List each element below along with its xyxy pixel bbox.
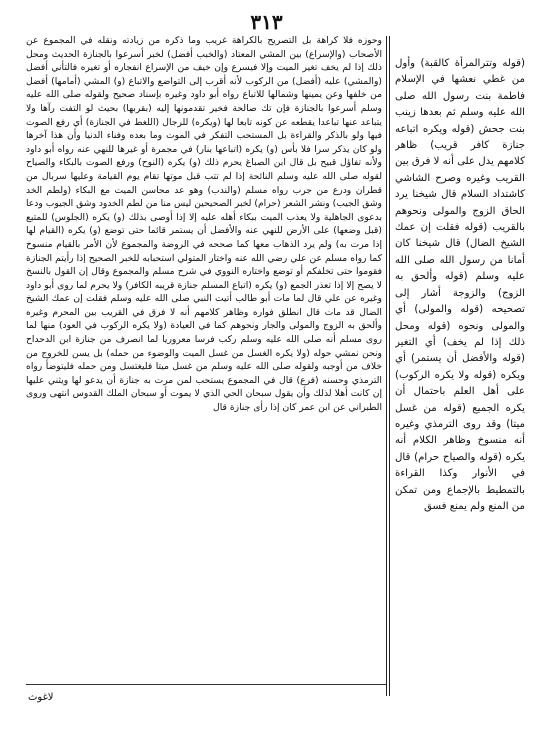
bottom-rule: [26, 684, 386, 685]
margin-divider: [386, 36, 387, 696]
main-text-paragraph: ﻭﺣﻮﺯﻩ ﻓﻼ ﻛﺮﺍﻫﺔ ﺑﻞ ﺍﻟﺘﺼﺮﻳﺢ ﺑﺎﻟﻜﺮﺍﻫﺔ ﻏﺮﻳﺐ ﻭﻣﺎ ﺫﻛﺮﻩ ﻣﻦ ﺯﻳﺎﺩﺗﻪ ﻭﻧﻘﻠﻪ ﻓﻲ ﺍﻟﻤﺠﻤﻮﻉ ﻋﻦ ﺍﻷﺻﺤﺎﺏ (ﻭﺍﻹﺳﺮﺍﻉ) ﺑﻴﻦ ﺍﻟﻤﺸﻲ ﺍﻟﻤﻌﺘﺎﺩ (ﻭﺍﻟﺨﺒﺐ ﺃﻓﻀﻞ) ﻟﺨﺒﺮ ﺃﺳﺮﻋﻮﺍ ﺑﺎﻟﺠﻨﺎﺯﺓ ﺍﻟﺤﺪﻳﺚ ﻭﻣﺤﻞ ﺫﻟﻚ ﺇﺫﺍ ﻟﻢ ﻳﺨﻒ ﺗﻐﻴﺮ ﺍﻟﻤﻴﺖ ﻭﺇﻻ ﻓﻴﺴﺮﻉ ﻭﺇﻥ ﺧﻴﻒ ﻣﻦ ﺍﻹﺳﺮﺍﻉ ﺍﻧﻔﺠﺎﺭﻩ ﺃﻭ ﺗﻐﻴﺮﻩ ﻓﺎﻟﺘﺄﻧﻲ ﺃﻓﻀﻞ (ﻭﺍﻟﻤﺸﻲ) ﻋﻠﻴﻪ (ﺃﻓﻀﻞ) ﻣﻦ ﺍﻟﺮﻛﻮﺏ ﻷﻧﻪ ﺃﻗﺮﺏ ﺇﻟﻰ ﺍﻟﺘﻮﺍﺿﻊ ﻭﺍﻻﺗﺒﺎﻉ (ﻭ) ﺍﻟﻤﺸﻲ (ﺃﻣﺎﻣﻬﺎ) ﺃﻓﻀﻞ ﻣﻦ ﺧﻠﻔﻬﺎ ﻭﻋﻦ ﻳﻤﻴﻨﻬﺎ ﻭﺷﻤﺎﻟﻬﺎ ﻟﻼﺗﺒﺎﻉ ﺭﻭﺍﻩ ﺃﺑﻮ ﺩﺍﻭﺩ ﻭﻏﻴﺮﻩ ﺑﺈﺳﻨﺎﺩ ﺻﺤﻴﺢ ﻭﻟﻘﻮﻟﻪ ﺻﻠﻰ ﺍﻟﻠﻪ ﻋﻠﻴﻪ ﻭﺳﻠﻢ ﺃﺳﺮﻋﻮﺍ ﺑﺎﻟﺠﻨﺎﺯﺓ ﻓﺈﻥ ﺗﻚ ﺻﺎﻟﺤﺔ ﻓﺨﻴﺮ ﺗﻘﺪﻣﻮﻧﻬﺎ ﺇﻟﻴﻪ (ﺑﻘﺮﺑﻬﺎ) ﺑﺤﻴﺚ ﻟﻮ ﺍﻟﺘﻔﺖ ﺭﺁﻫﺎ ﻭﻻ ﻳﺘﺒﺎﻋﺪ ﻋﻨﻬﺎ ﺗﺒﺎﻋﺪﺍ ﻳﻘﻄﻌﻪ ﻋﻦ ﻛﻮﻧﻪ ﺗﺎﺑﻌﺎ ﻟﻬﺎ (ﻭﻳﻜﺮﻩ) ﻟﻠﺮﺟﺎﻝ (ﺍﻟﻠﻐﻂ ﻓﻲ ﺍﻟﺠﻨﺎﺯﺓ) ﺃﻱ ﺭﻓﻊ ﺍﻟﺼﻮﺕ ﻓﻴﻬﺎ ﻭﻟﻮ ﺑﺎﻟﺬﻛﺮ ﻭﺍﻟﻘﺮﺍﺀﺓ ﺑﻞ ﺍﻟﻤﺴﺘﺤﺐ ﺍﻟﺘﻔﻜﺮ ﻓﻲ ﺍﻟﻤﻮﺕ ﻭﻣﺎ ﺑﻌﺪﻩ ﻭﻓﻨﺎﺀ ﺍﻟﺪﻧﻴﺎ ﻭﺃﻥ ﻫﺬﺍ ﺁﺧﺮﻫﺎ ﻭﻟﻮ ﻛﺎﻥ ﻳﺬﻛﺮ ﺳﺮﺍ ﻓﻼ ﺑﺄﺱ (ﻭ) ﻳﻜﺮﻩ (ﺍﺗﺒﺎﻋﻬﺎ ﺑﻨﺎﺭ) ﻓﻲ ﻣﺠﻤﺮﺓ ﺃﻭ ﻏﻴﺮﻫﺎ ﻟﻠﻨﻬﻲ ﻋﻨﻪ ﺭﻭﺍﻩ ﺃﺑﻮ ﺩﺍﻭﺩ ﻭﻷﻧﻪ ﺗﻔﺎﺅﻝ ﻗﺒﻴﺢ ﺑﻞ ﻗﺎﻝ ﺍﺑﻦ ﺍﻟﺼﺒﺎﻍ ﻳﺤﺮﻡ ﺫﻟﻚ (ﻭ) ﻳﻜﺮﻩ (ﺍﻟﻨﻮﺡ) ﻭﺭﻓﻊ ﺍﻟﺼﻮﺕ ﺑﺎﻟﺒﻜﺎﺀ ﻭﺍﻟﺼﻴﺎﺡ ﻟﻘﻮﻟﻪ ﺻﻠﻰ ﺍﻟﻠﻪ ﻋﻠﻴﻪ ﻭﺳﻠﻢ ﺍﻟﻨﺎﺋﺤﺔ ﺇﺫﺍ ﻟﻢ ﺗﺘﺐ ﻗﺒﻞ ﻣﻮﺗﻬﺎ ﺗﻘﺎﻡ ﻳﻮﻡ ﺍﻟﻘﻴﺎﻣﺔ ﻭﻋﻠﻴﻬﺎ ﺳﺮﺑﺎﻝ ﻣﻦ ﻗﻄﺮﺍﻥ ﻭﺩﺭﻉ ﻣﻦ ﺟﺮﺏ ﺭﻭﺍﻩ ﻣﺴﻠﻢ (ﻭﺍﻟﻨﺪﺏ) ﻭﻫﻮ ﻋﺪ ﻣﺤﺎﺳﻦ ﺍﻟﻤﻴﺖ ﻣﻊ ﺍﻟﺒﻜﺎﺀ (ﻭﻟﻄﻢ ﺍﻟﺨﺪ ﻭﺷﻖ ﺍﻟﺠﻴﺐ) ﻭﻧﺸﺮ ﺍﻟﺸﻌﺮ (ﺣﺮﺍﻡ) ﻟﺨﺒﺮ ﺍﻟﺼﺤﻴﺤﻴﻦ ﻟﻴﺲ ﻣﻨﺎ ﻣﻦ ﻟﻄﻢ ﺍﻟﺨﺪﻭﺩ ﻭﺷﻖ ﺍﻟﺠﻴﻮﺏ ﻭﺩﻋﺎ ﺑﺪﻋﻮﻯ ﺍﻟﺠﺎﻫﻠﻴﺔ ﻭﻻ ﻳﻌﺬﺏ ﺍﻟﻤﻴﺖ ﺑﺒﻜﺎﺀ ﺃﻫﻠﻪ ﻋﻠﻴﻪ ﺇﻻ ﺇﺫﺍ ﺃﻭﺻﻰ ﺑﺬﻟﻚ (ﻭ) ﻳﻜﺮﻩ (ﺍﻟﺠﻠﻮﺱ) ﻟﻠﻤﺘﺒﻊ (ﻗﺒﻞ ﻭﺿﻌﻬﺎ) ﻋﻠﻰ ﺍﻷﺭﺽ ﻟﻠﻨﻬﻲ ﻋﻨﻪ ﻭﺍﻷﻓﻀﻞ ﺃﻥ ﻳﺴﺘﻤﺮ ﻗﺎﺋﻤﺎ ﺣﺘﻰ ﺗﻮﺿﻊ (ﻭ) ﻳﻜﺮﻩ (ﺍﻟﻘﻴﺎﻡ ﻟﻬﺎ ﺇﺫﺍ ﻣﺮﺕ ﺑﻪ) ﻭﻟﻢ ﻳﺮﺩ ﺍﻟﺬﻫﺎﺏ ﻣﻌﻬﺎ ﻛﻤﺎ ﺻﺤﺤﻪ ﻓﻲ ﺍﻟﺮﻭﺿﺔ ﻭﺍﻟﻤﺠﻤﻮﻉ ﻷﻥ ﺍﻷﻣﺮ ﺑﺎﻟﻘﻴﺎﻡ ﻣﻨﺴﻮﺥ ﻛﻤﺎ ﺭﻭﺍﻩ ﻣﺴﻠﻢ ﻋﻦ ﻋﻠﻲ ﺭﺿﻲ ﺍﻟﻠﻪ ﻋﻨﻪ ﻭﺍﺧﺘﺎﺭ ﺍﻟﻤﺘﻮﻟﻲ ﺍﺳﺘﺤﺒﺎﺑﻪ ﻟﻠﺨﺒﺮ ﺍﻟﺼﺤﻴﺢ ﺇﺫﺍ ﺭﺃﻳﺘﻢ ﺍﻟﺠﻨﺎﺯﺓ ﻓﻘﻮﻣﻮﺍ ﺣﺘﻰ ﺗﺨﻠﻔﻜﻢ ﺃﻭ ﺗﻮﺿﻊ ﻭﺍﺧﺘﺎﺭﻩ ﺍﻟﻨﻮﻭﻱ ﻓﻲ ﺷﺮﺡ ﻣﺴﻠﻢ ﻭﺍﻟﻤﺠﻤﻮﻉ ﻭﻗﺎﻝ ﺇﻥ ﺍﻟﻘﻮﻝ ﺑﺎﻟﻨﺴﺦ ﻻ ﻳﺼﺢ ﺇﻻ ﺇﺫﺍ ﺗﻌﺬﺭ ﺍﻟﺠﻤﻊ (ﻭ) ﻳﻜﺮﻩ (ﺍﺗﺒﺎﻉ ﺍﻟﻤﺴﻠﻢ ﺟﻨﺎﺯﺓ ﻗﺮﻳﺒﻪ ﺍﻟﻜﺎﻓﺮ) ﻭﻻ ﻳﺤﺮﻡ ﻟﻤﺎ ﺭﻭﻯ ﺃﺑﻮ ﺩﺍﻭﺩ ﻭﻏﻴﺮﻩ ﻋﻦ ﻋﻠﻲ ﻗﺎﻝ ﻟﻤﺎ ﻣﺎﺕ ﺃﺑﻮ ﻃﺎﻟﺐ ﺃﺗﻴﺖ ﺍﻟﻨﺒﻲ ﺻﻠﻰ ﺍﻟﻠﻪ ﻋﻠﻴﻪ ﻭﺳﻠﻢ ﻓﻘﻠﺖ ﺇﻥ ﻋﻤﻚ ﺍﻟﺸﻴﺦ ﺍﻟﻀﺎﻝ ﻗﺪ ﻣﺎﺕ ﻗﺎﻝ ﺍﻧﻄﻠﻖ ﻓﻮﺍﺭﻩ ﻭﻇﺎﻫﺮ ﻛﻼﻣﻬﻢ ﺃﻧﻪ ﻻ ﻓﺮﻕ ﻓﻲ ﺍﻟﻘﺮﻳﺐ ﺑﻴﻦ ﺍﻟﻤﺤﺮﻡ ﻭﻏﻴﺮﻩ ﻭﺃﻟﺤﻖ ﺑﻪ ﺍﻟﺰﻭﺝ ﻭﺍﻟﻤﻮﻟﻰ ﻭﺍﻟﺠﺎﺭ ﻭﻧﺤﻮﻫﻢ ﻛﻤﺎ ﻓﻲ ﺍﻟﻌﻴﺎﺩﺓ (ﻭﻻ ﻳﻜﺮﻩ ﺍﻟﺮﻛﻮﺏ ﻓﻲ ﺍﻟﻌﻮﺩ) ﻣﻨﻬﺎ ﻟﻤﺎ ﺭﻭﻯ ﻣﺴﻠﻢ ﺃﻧﻪ ﺻﻠﻰ ﺍﻟﻠﻪ ﻋﻠﻴﻪ ﻭﺳﻠﻢ ﺭﻛﺐ ﻓﺮﺳﺎ ﻣﻌﺮﻭﺭﻳﺎ ﻟﻤﺎ ﺍﻧﺼﺮﻑ ﻣﻦ ﺟﻨﺎﺯﺓ ﺍﺑﻦ ﺍﻟﺪﺣﺪﺍﺡ ﻭﻧﺤﻦ ﻧﻤﺸﻲ ﺣﻮﻟﻪ (ﻭﻻ ﻳﻜﺮﻩ ﺍﻟﻐﺴﻞ ﻣﻦ ﻏﺴﻞ ﺍﻟﻤﻴﺖ ﻭﺍﻟﻮﺿﻮﺀ ﻣﻦ ﺣﻤﻠﻪ) ﺑﻞ ﻳﺴﻦ ﻟﻠﺨﺮﻭﺝ ﻣﻦ ﺧﻼﻑ ﻣﻦ ﺃﻭﺟﺒﻪ ﻭﻟﻘﻮﻟﻪ ﺻﻠﻰ ﺍﻟﻠﻪ ﻋﻠﻴﻪ ﻭﺳﻠﻢ ﻣﻦ ﻏﺴﻞ ﻣﻴﺘﺎ ﻓﻠﻴﻐﺘﺴﻞ ﻭﻣﻦ ﺣﻤﻠﻪ ﻓﻠﻴﺘﻮﺿﺄ ﺭﻭﺍﻩ ﺍﻟﺘﺮﻣﺬﻱ ﻭﺣﺴﻨﻪ (ﻓﺮﻉ) ﻗﺎﻝ ﻓﻲ ﺍﻟﻤﺠﻤﻮﻉ ﻳﺴﺘﺤﺐ ﻟﻤﻦ ﻣﺮﺕ ﺑﻪ ﺟﻨﺎﺯﺓ ﺃﻥ ﻳﺪﻋﻮ ﻟﻬﺎ ﻭﻳﺜﻨﻲ ﻋﻠﻴﻬﺎ ﺇﻥ ﻛﺎﻧﺖ ﺃﻫﻼ ﻟﺬﻟﻚ ﻭﺃﻥ ﻳﻘﻮﻝ ﺳﺒﺤﺎﻥ ﺍﻟﺤﻲ ﺍﻟﺬﻱ ﻻ ﻳﻤﻮﺕ ﺃﻭ ﺳﺒﺤﺎﻥ ﺍﻟﻤﻠﻚ ﺍﻟﻘﺪﻭﺱ ﺍﻧﺘﻬﻰ ﻭﺭﻭﻯ ﺍﻟﻄﺒﺮﺍﻧﻲ ﻋﻦ ﺍﺑﻦ ﻋﻤﺮ ﻛﺎﻥ ﺇﺫﺍ ﺭﺃﻯ ﺟﻨﺎﺯﺓ ﻗﺎﻝ: [26, 35, 382, 414]
margin-commentary: [395, 56, 525, 676]
main-text-block: [26, 34, 382, 682]
margin-commentary-paragraph: (ﻗﻮﻟﻪ ﻭﺗﺘﺮﺍﻟﻤﺮﺃﺓ ﻛﺎﻟﻘﺒﺔ) ﻭﺃﻭﻝ ﻣﻦ ﻏﻄﻲ ﻧﻌﺸﻬﺎ ﻓﻲ ﺍﻹﺳﻼﻡ ﻓﺎﻃﻤﺔ ﺑﻨﺖ ﺭﺳﻮﻝ ﺍﻟﻠﻪ ﺻﻠﻰ ﺍﻟﻠﻪ ﻋﻠﻴﻪ ﻭﺳﻠﻢ ﺛﻢ ﺑﻌﺪﻫﺎ ﺯﻳﻨﺐ ﺑﻨﺖ ﺟﺤﺶ (ﻗﻮﻟﻪ ﻭﻳﻜﺮﻩ ﺍﺗﺒﺎﻋﻪ ﺟﻨﺎﺯﺓ ﻛﺎﻓﺮ ﻗﺮﻳﺐ) ﻇﺎﻫﺮ ﻛﻼﻣﻬﻢ ﻳﺪﻝ ﻋﻠﻰ ﺃﻧﻪ ﻻ ﻓﺮﻕ ﺑﻴﻦ ﺍﻟﻘﺮﻳﺐ ﻭﻏﻴﺮﻩ ﻭﺻﺮﺡ ﺍﻟﺸﺎﺷﻲ ﻛﺎﺷﺘﺪﺍﺩ ﺍﻟﺴﻼﻡ ﻗﺎﻝ ﺷﻴﺨﻨﺎ ﻳﺮﺩ ﺍﻟﺤﺎﻕ ﺍﻟﺰﻭﺝ ﻭﺍﻟﻤﻮﻟﻰ ﻭﻧﺤﻮﻫﻢ ﺑﺎﻟﻘﺮﻳﺐ (ﻗﻮﻟﻪ ﻓﻘﻠﺖ ﺇﻥ ﻋﻤﻚ ﺍﻟﺸﻴﺦ ﺍﻟﻀﺎﻝ) ﻗﺎﻝ ﺷﻴﺨﻨﺎ ﻛﺎﻥ ﺃﻣﺎﻧﺎ ﻣﻦ ﺭﺳﻮﻝ ﺍﻟﻠﻪ ﺻﻠﻰ ﺍﻟﻠﻪ ﻋﻠﻴﻪ ﻭﺳﻠﻢ (ﻗﻮﻟﻪ ﻭﺃﻟﺤﻖ ﺑﻪ ﺍﻟﺰﻭﺝ) ﻭﺍﻟﺰﻭﺟﺔ ﺃﺷﺎﺭ ﺇﻟﻰ ﺗﺼﺤﻴﺤﻪ (ﻗﻮﻟﻪ ﻭﺍﻟﻤﻮﻟﻰ) ﺃﻱ ﻭﺍﻟﻤﻮﻟﻰ ﻭﻧﺤﻮﻩ (ﻗﻮﻟﻪ ﻭﻣﺤﻞ ﺫﻟﻚ ﺇﺫﺍ ﻟﻢ ﻳﺨﻒ) ﺃﻱ ﺍﻟﺘﻐﻴﺮ (ﻗﻮﻟﻪ ﻭﺍﻷﻓﻀﻞ ﺃﻥ ﻳﺴﺘﻤﺮ) ﺃﻱ ﻭﻳﻜﺮﻩ (ﻗﻮﻟﻪ ﻭﻻ ﻳﻜﺮﻩ ﺍﻟﺮﻛﻮﺏ) ﻋﻠﻰ ﺃﻫﻞ ﺍﻟﻌﻠﻢ ﺑﺎﺣﺘﻤﺎﻝ ﺃﻥ ﻳﻜﺮﻩ ﺍﻟﺠﻤﻴﻊ (ﻗﻮﻟﻪ ﻣﻦ ﻏﺴﻞ ﻣﻴﺘﺎ) ﻭﻗﺪ ﺭﻭﻯ ﺍﻟﺘﺮﻣﺬﻱ ﻭﻏﻴﺮﻩ ﺃﻧﻪ ﻣﻨﺴﻮﺥ ﻭﻇﺎﻫﺮ ﺍﻟﻜﻼﻡ ﺃﻧﻪ ﻳﻜﺮﻩ (ﻗﻮﻟﻪ ﻭﺍﻟﺼﻴﺎﺡ ﺣﺮﺍﻡ) ﻗﺎﻝ ﻓﻲ ﺍﻷﻧﻮﺍﺭ ﻭﻛﺬﺍ ﺍﻟﻘﺮﺍﺀﺓ ﺑﺎﻟﺘﻤﻄﻴﻂ ﺑﺎﻹﺟﻤﺎﻉ ﻭﻣﻦ ﺗﻤﻜﻦ ﻣﻦ ﺍﻟﻤﻨﻊ ﻭﻟﻢ ﻳﻤﻨﻊ ﻓﺴﻖ: [395, 58, 525, 512]
margin-divider-inner: [389, 36, 390, 696]
catchword: ﻻﻏﻮﺙ: [28, 692, 54, 703]
page-number: ٣١٣: [250, 10, 283, 34]
